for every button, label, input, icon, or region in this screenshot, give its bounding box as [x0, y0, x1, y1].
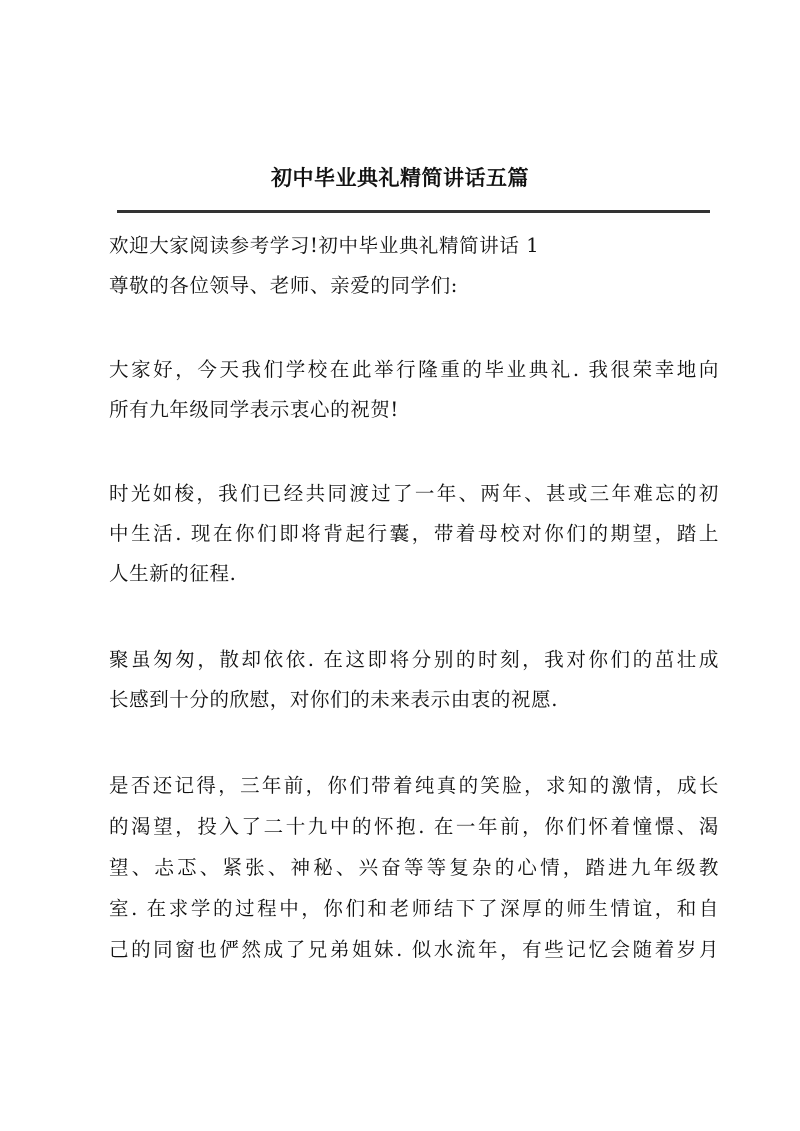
title-divider	[117, 210, 710, 213]
paragraph-4-line-4: 室. 在求学的过程中，你们和老师结下了深厚的师生情谊，和自	[109, 897, 719, 920]
paragraph-1-line-1: 大家好，今天我们学校在此举行隆重的毕业典礼. 我很荣幸地向	[109, 358, 719, 381]
paragraph-4-line-3: 望、忐忑、紧张、神秘、兴奋等等复杂的心情，踏进九年级教	[109, 856, 719, 879]
paragraph-3-line-1: 聚虽匆匆，散却依依. 在这即将分别的时刻，我对你们的茁壮成	[109, 648, 719, 671]
paragraph-4-line-2: 的渴望，投入了二十九中的怀抱. 在一年前，你们怀着憧憬、渴	[109, 815, 719, 838]
document-title: 初中毕业典礼精简讲话五篇	[271, 165, 529, 190]
paragraph-2-line-3: 人生新的征程.	[109, 562, 237, 585]
paragraph-3-line-2: 长感到十分的欣慰，对你们的未来表示由衷的祝愿.	[109, 688, 558, 711]
paragraph-4-line-1: 是否还记得，三年前，你们带着纯真的笑脸，求知的激情，成长	[109, 774, 719, 797]
paragraph-2-line-1: 时光如梭，我们已经共同渡过了一年、两年、甚或三年难忘的初	[109, 482, 719, 505]
intro-line: 欢迎大家阅读参考学习!初中毕业典礼精简讲话 1	[109, 234, 540, 257]
salutation-line: 尊敬的各位领导、老师、亲爱的同学们:	[109, 274, 458, 297]
paragraph-4-line-5: 己的同窗也俨然成了兄弟姐妹. 似水流年，有些记忆会随着岁月	[109, 938, 719, 961]
paragraph-1-line-2: 所有九年级同学表示衷心的祝贺!	[109, 398, 399, 421]
paragraph-2-line-2: 中生活. 现在你们即将背起行囊，带着母校对你们的期望，踏上	[109, 522, 719, 545]
